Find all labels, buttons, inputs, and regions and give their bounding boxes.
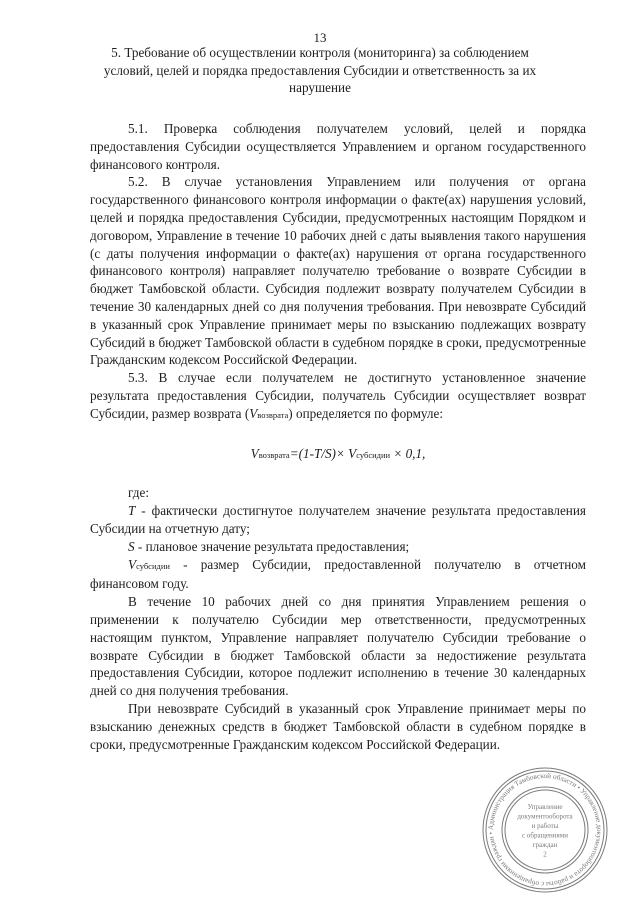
- t-symbol: T: [128, 503, 136, 519]
- seal-outer-ring-text: Администрация Тамбовской области • Управление документооборота и работы с обращениями граждан •: [486, 771, 604, 889]
- page-number: 13: [313, 30, 327, 45]
- paragraph-5-3-text: 5.3. В случае если получателем не достигнуто установленное значение результата предоставления Субсидии, получатель Субсидии осуществляет возврат Субсидии, размер возврата (: [90, 370, 586, 421]
- seal-line: Управление: [527, 803, 563, 811]
- v-definition: - размер Субсидии, предоставленной получателю в отчетном финансовом году.: [90, 556, 586, 592]
- definition-s: [90, 538, 586, 556]
- formula-sub-subsidy: субсидии: [356, 449, 391, 460]
- formula-body: =(1-T/S)× V: [289, 445, 357, 461]
- v-return-symbol: V: [249, 405, 258, 421]
- t-definition: - фактически достигнутое получателем значение результата предоставления Субсидии на отчетную дату;: [90, 503, 586, 536]
- where-label: где:: [128, 485, 149, 501]
- official-seal-stamp: [480, 765, 610, 895]
- s-symbol: S: [128, 538, 135, 554]
- s-definition: - плановое значение результата предоставления;: [134, 538, 410, 554]
- paragraph-nonreturn: При невозврате Субсидий в указанный срок Управление принимает меры по взысканию денежных средств в бюджет Тамбовской области в судебном порядке в сроки, предусмотренные Гражданским кодексом Российской Федерации.: [90, 700, 586, 752]
- v-subscript: субсидии: [136, 560, 170, 571]
- formula-v: V: [250, 445, 259, 461]
- paragraph-5-3: [90, 369, 586, 424]
- seal-center-text: [517, 803, 573, 859]
- seal-line: 2: [543, 850, 547, 859]
- paragraph-10-days: В течение 10 рабочих дней со дня принятия Управлением решения о применении к получателю Субсидии мер ответственности, предусмотренных настоящим пунктом, Управление направляет получателю Субсидии требование о возврате Субсидии в бюджет Тамбовской области за недостижение результата предоставления Субсидии, которое подлежит исполнению в течение 30 календарных дней со дня получения требования.: [90, 594, 586, 699]
- v-return-subscript: возврата: [257, 409, 289, 420]
- definition-v: [90, 556, 586, 594]
- paragraph-5-2: 5.2. В случае установления Управлением или получения от органа государственного финансового контроля информации о факте(ах) нарушения условий, целей и порядка предоставления Субсидии, предусмотренных настоящим Порядком и договором, Управление в течение 10 рабочих дней с даты выявления такого нарушения (с даты получения информации о факте(ах) нарушения от органа государственного финансового контроля) направляет получателю требование о возврате Субсидии в бюджет Тамбовской области. Субсидия подлежит возврату получателем Субсидии в течение 30 календарных дней со дня получения требования. При невозврате Субсидий в указанный срок Управление принимает меры по взысканию подлежащих возврату Субсидий в бюджет Тамбовской области в судебном порядке в сроки, предусмотренные Гражданским кодексом Российской Федерации.: [90, 174, 586, 368]
- paragraph-5-1: 5.1. Проверка соблюдения получателем условий, целей и порядка предоставления Субсидии осуществляется Управлением и органом государственного финансового контроля.: [90, 121, 586, 172]
- document-body: [90, 120, 586, 753]
- seal-line: и работы: [531, 822, 559, 830]
- formula-sub-return: возврата: [258, 449, 290, 460]
- seal-line: граждан: [532, 841, 558, 849]
- section-title: 5. Требование об осуществлении контроля (мониторинга) за соблюдением условий, целей и порядка предоставления Субсидии и ответственность за их нарушение: [103, 45, 537, 95]
- return-formula: [90, 445, 586, 465]
- definition-t: [90, 502, 586, 538]
- formula-tail: × 0,1,: [390, 445, 426, 461]
- v-symbol: V: [128, 556, 137, 572]
- paragraph-5-3-end: ) определяется по формуле:: [288, 405, 444, 421]
- seal-line: с обращениями: [522, 831, 568, 840]
- seal-line: документооборота: [517, 812, 573, 821]
